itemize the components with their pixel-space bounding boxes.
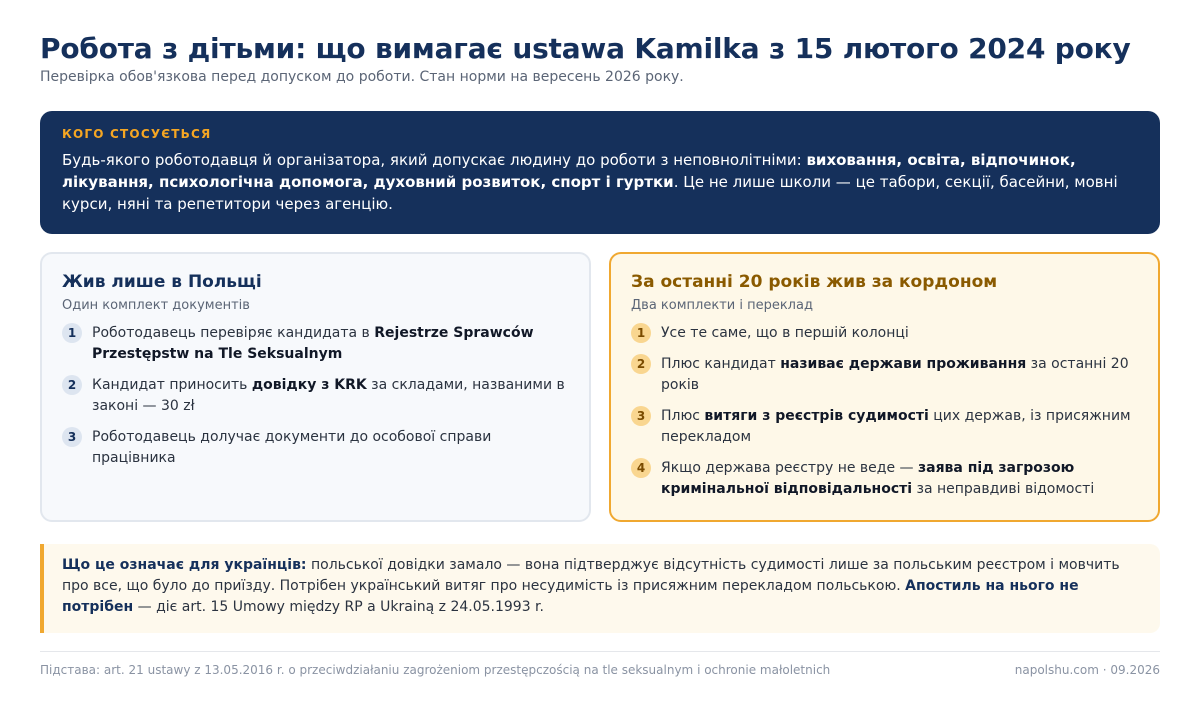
step-text-part: Роботодавець перевіряє кандидата в [92, 325, 375, 341]
step-text [661, 323, 909, 344]
site-credit: napolshu.com · 09.2026 [1014, 663, 1160, 677]
step-item [631, 354, 1138, 396]
note-text-part: — діє art. 15 Umowy między RP a Ukrainą z 24.05.1993 r. [133, 599, 544, 615]
step-number-badge: 2 [62, 375, 82, 395]
card-subtitle: Один комплект документів [62, 298, 250, 313]
card-title: Жив лише в Польщі [62, 272, 262, 292]
step-number-badge: 1 [631, 323, 651, 343]
step-text-part: за складами, названими в законі — 30 zł [92, 377, 565, 414]
audience-banner [40, 111, 1160, 234]
note-lead: Що це означає для українців: [62, 557, 307, 573]
step-item [631, 406, 1138, 448]
lived-abroad-card [609, 252, 1160, 522]
step-item [62, 427, 569, 469]
page-subtitle: Перевірка обов'язкова перед допуском до роботи. Стан норми на вересень 2026 року. [40, 69, 684, 85]
step-text [92, 323, 569, 365]
step-text-part: Плюс кандидат [661, 356, 781, 372]
step-text-part: Роботодавець долучає документи до особової справи працівника [92, 429, 492, 466]
step-item [631, 458, 1138, 500]
step-item [631, 323, 1138, 344]
step-text-highlight: заява під загрозою кримінальної відповідальності [661, 460, 1075, 497]
step-text [661, 406, 1138, 448]
note-text-part: польської довідки замало — вона підтверджує відсутність судимості лише за польським реєстром і мовчить про все, що було до приїзду. Потрібен український витяг про несудимість із присяжним перекладом польською. [62, 557, 1120, 594]
step-number-badge: 1 [62, 323, 82, 343]
step-item [62, 375, 569, 417]
audience-label: КОГО СТОСУЄТЬСЯ [62, 127, 212, 141]
step-number-badge: 3 [62, 427, 82, 447]
legal-basis: Підстава: art. 21 ustawy z 13.05.2016 r. o przeciwdziałaniu zagrożeniom przestępczością na tle seksualnym i ochronie małoletnich [40, 663, 831, 677]
audience-text [62, 149, 1138, 215]
step-text-part: Якщо держава реєстру не веде — [661, 460, 918, 476]
ukrainians-note [40, 544, 1160, 633]
step-text-part: Кандидат приносить [92, 377, 252, 393]
step-text-part: за неправдиві відомості [912, 481, 1095, 497]
step-text [92, 375, 569, 417]
step-number-badge: 2 [631, 354, 651, 374]
step-text-highlight: Rejestrze Sprawców Przestępstw na Tle Seksualnym [92, 325, 534, 362]
step-number-badge: 3 [631, 406, 651, 426]
step-text-highlight: називає держави проживання [780, 356, 1027, 372]
footer-divider [40, 651, 1160, 652]
step-number-badge: 4 [631, 458, 651, 478]
audience-text-highlight: виховання, освіта, відпочинок, лікування, психологічна допомога, духовний розвиток, спорт і гуртки [62, 151, 1076, 191]
step-text-highlight: витяги з реєстрів судимості [704, 408, 929, 424]
note-highlight: Апостиль на нього не потрібен [62, 578, 1079, 615]
page-title: Робота з дітьми: що вимагає ustawa Kamilka з 15 лютого 2024 року [40, 32, 1131, 65]
card-subtitle: Два комплекти і переклад [631, 298, 813, 313]
card-title: За останні 20 років жив за кордоном [631, 272, 998, 292]
audience-text-part: Будь-якого роботодавця й організатора, який допускає людину до роботи з неповнолітніми: [62, 151, 807, 169]
steps-list [631, 323, 1138, 500]
step-text [661, 354, 1138, 396]
step-text-highlight: довідку з KRK [251, 377, 367, 393]
step-text [92, 427, 569, 469]
step-item [62, 323, 569, 365]
poland-only-card [40, 252, 591, 522]
step-text-part: за останні 20 років [661, 356, 1129, 393]
step-text-part: Плюс [661, 408, 705, 424]
audience-text-part: . Це не лише школи — це табори, секції, басейни, мовні курси, няні та репетитори через агенцію. [62, 173, 1118, 213]
step-text-part: Усе те саме, що в першій колонці [661, 325, 909, 341]
step-text [661, 458, 1138, 500]
step-text-part: цих держав, із присяжним перекладом [661, 408, 1131, 445]
steps-list [62, 323, 569, 469]
